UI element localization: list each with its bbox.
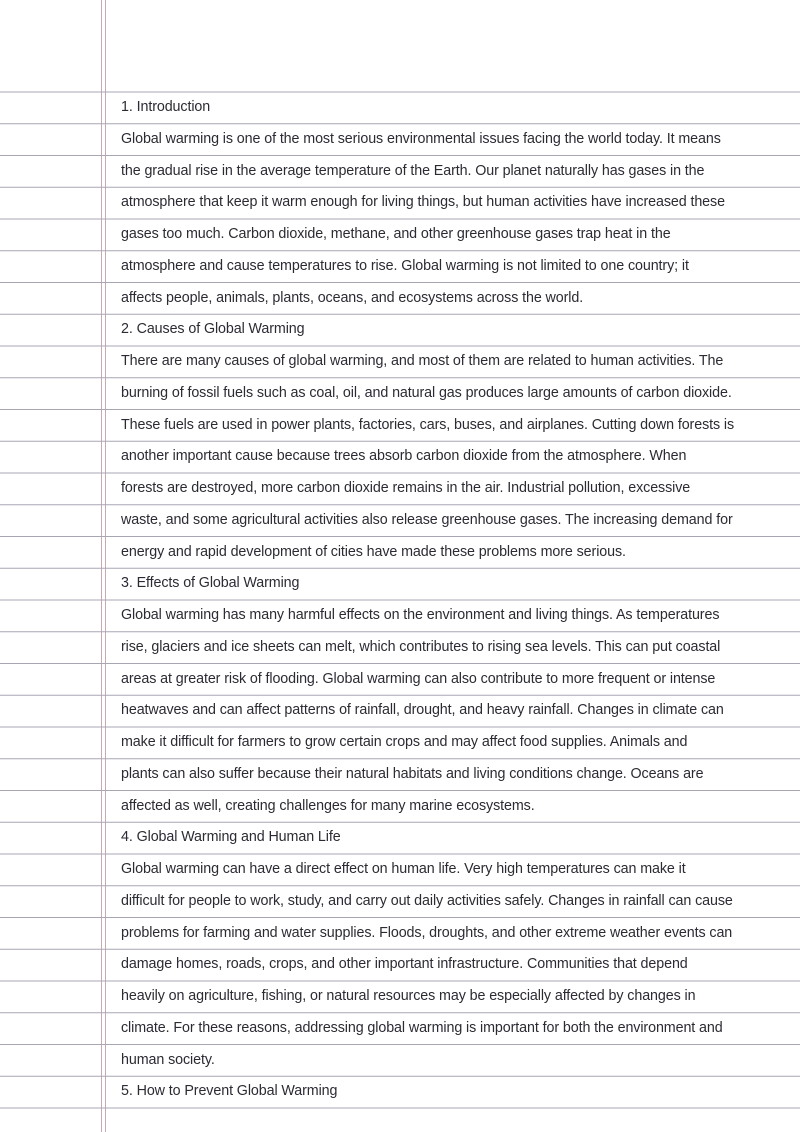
- paragraph-line: gases too much. Carbon dioxide, methane, and other greenhouse gases trap heat in the: [121, 226, 671, 242]
- paragraph-line: areas at greater risk of flooding. Global warming can also contribute to more frequent or intense: [121, 670, 716, 687]
- margin-line-left: [101, 0, 102, 1132]
- paragraph-line: problems for farming and water supplies. Floods, droughts, and other extreme weather events can: [121, 924, 733, 941]
- paragraph-line: burning of fossil fuels such as coal, oil, and natural gas produces large amounts of carbon dioxide.: [121, 384, 732, 401]
- paragraph-line: plants can also suffer because their natural habitats and living conditions change. Oceans are: [121, 765, 704, 782]
- paragraph-line: affects people, animals, plants, oceans, and ecosystems across the world.: [121, 289, 584, 306]
- paragraph-line: climate. For these reasons, addressing global warming is important for both the environment and: [121, 1019, 723, 1036]
- paragraph-line: difficult for people to work, study, and carry out daily activities safely. Changes in rainfall can cause: [121, 892, 733, 909]
- paragraph-line: energy and rapid development of cities have made these problems more serious.: [121, 543, 626, 560]
- section-heading-introduction: 1. Introduction: [121, 99, 211, 115]
- paragraph-line: the gradual rise in the average temperature of the Earth. Our planet naturally has gases in the: [121, 162, 705, 179]
- section-heading-causes: 2. Causes of Global Warming: [121, 321, 305, 338]
- paragraph-line: waste, and some agricultural activities also release greenhouse gases. The increasing demand for: [121, 511, 733, 528]
- paragraph-line: Global warming is one of the most serious environmental issues facing the world today. It means: [121, 130, 721, 147]
- paragraph-line: another important cause because trees absorb carbon dioxide from the atmosphere. When: [121, 448, 687, 465]
- paragraph-line: heavily on agriculture, fishing, or natural resources may be especially affected by changes in: [121, 988, 696, 1004]
- paragraph-line: damage homes, roads, crops, and other important infrastructure. Communities that depend: [121, 956, 688, 973]
- paragraph-line: atmosphere that keep it warm enough for living things, but human activities have increased these: [121, 194, 725, 211]
- paragraph-line: make it difficult for farmers to grow certain crops and may affect food supplies. Animals and: [121, 734, 688, 750]
- section-heading-effects: 3. Effects of Global Warming: [121, 575, 300, 592]
- paragraph-line: rise, glaciers and ice sheets can melt, which contributes to rising sea levels. This can put coastal: [121, 638, 721, 655]
- paragraph-line: These fuels are used in power plants, factories, cars, buses, and airplanes. Cutting down forests is: [121, 416, 735, 433]
- paragraph-line: human society.: [121, 1051, 215, 1068]
- paragraph-line: forests are destroyed, more carbon dioxide remains in the air. Industrial pollution, excessive: [121, 480, 691, 496]
- paragraph-line: atmosphere and cause temperatures to rise. Global warming is not limited to one country; it: [121, 257, 689, 274]
- paragraph-line: There are many causes of global warming, and most of them are related to human activities. The: [121, 353, 724, 369]
- document-body: [121, 92, 791, 1108]
- paragraph-line: heatwaves and can affect patterns of rainfall, drought, and heavy rainfall. Changes in climate can: [121, 702, 724, 719]
- section-heading-human-life: 4. Global Warming and Human Life: [121, 829, 341, 846]
- margin-line-right: [105, 0, 106, 1132]
- section-heading-prevention: 5. How to Prevent Global Warming: [121, 1083, 338, 1100]
- paragraph-line: affected as well, creating challenges for many marine ecosystems.: [121, 797, 535, 814]
- paragraph-line: Global warming can have a direct effect on human life. Very high temperatures can make it: [121, 861, 686, 877]
- paragraph-line: Global warming has many harmful effects on the environment and living things. As temperatures: [121, 607, 720, 623]
